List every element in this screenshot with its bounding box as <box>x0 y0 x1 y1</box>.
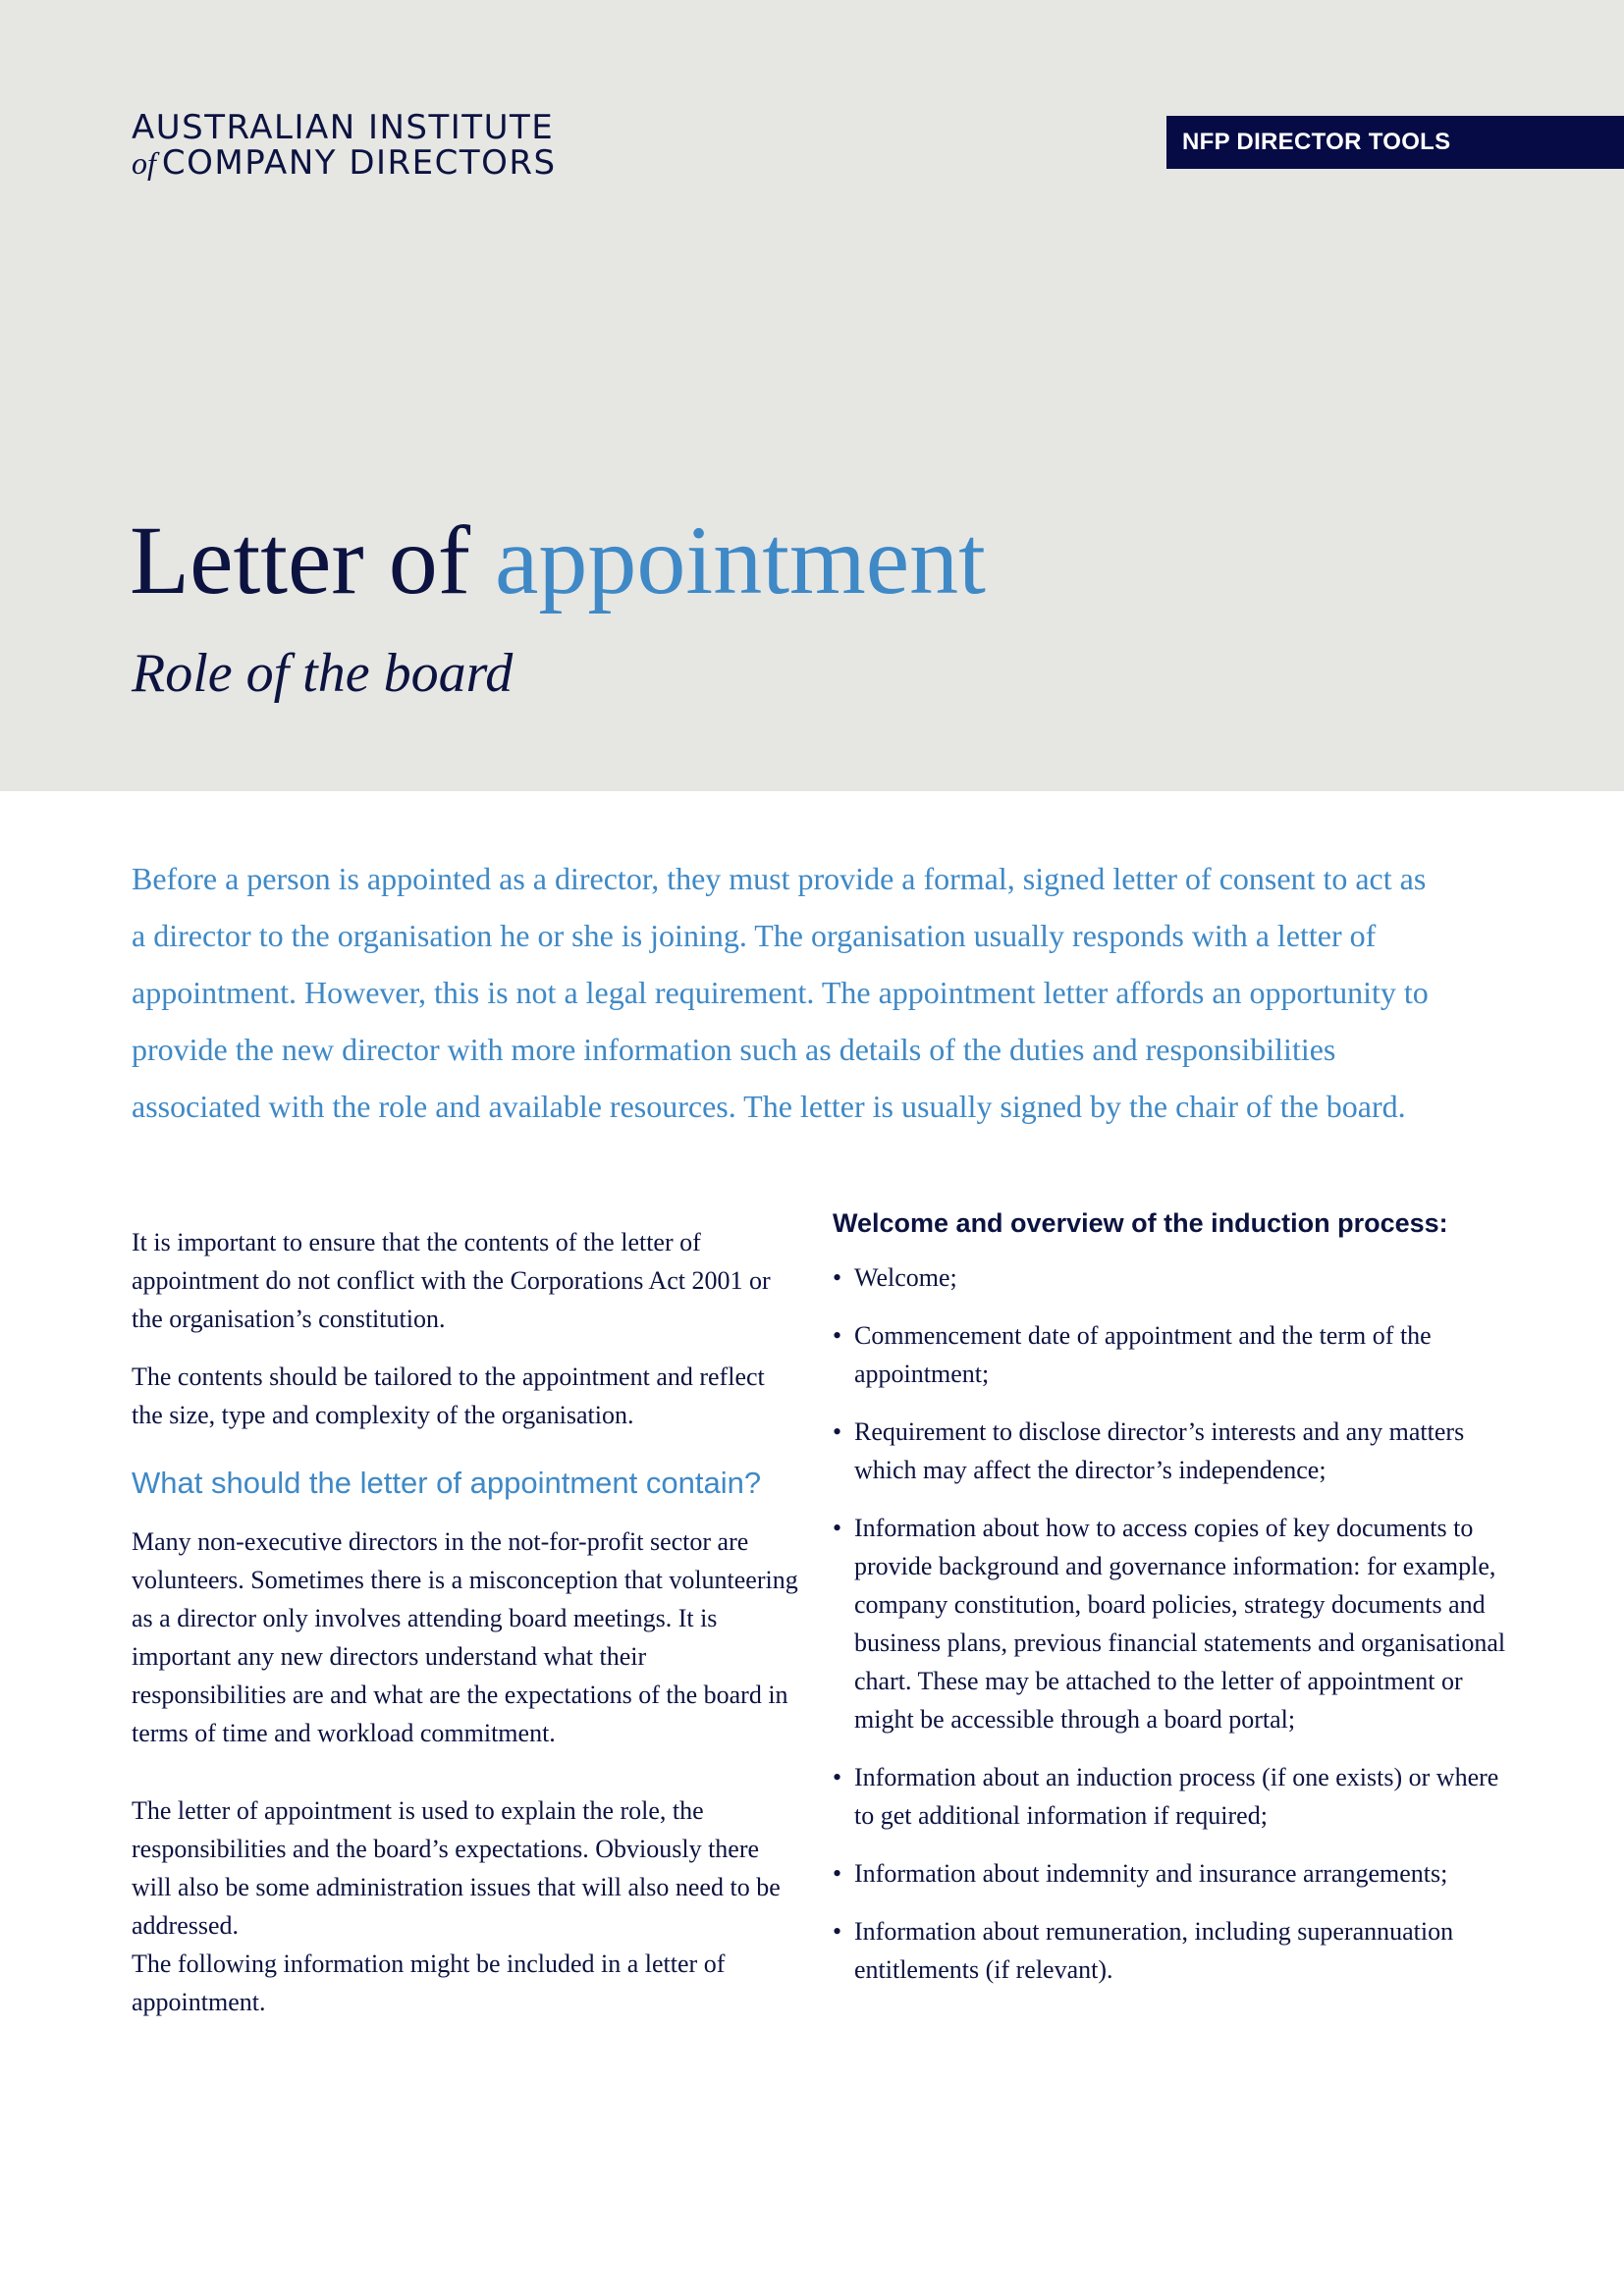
paragraph-following-info: The following information might be included in a letter of appointment. <box>132 1949 726 2016</box>
list-item-text: Commencement date of appointment and the term of the appointment; <box>854 1321 1432 1388</box>
paragraph-tailored: The contents should be tailored to the appointment and reflect the size, type and complexity of the organisation. <box>132 1362 765 1429</box>
left-column <box>132 1223 799 2021</box>
logo-of: of <box>132 145 156 181</box>
page-subtitle: Role of the board <box>132 643 514 704</box>
list-item-text: Requirement to disclose director’s interests and any matters which may affect the director’s independence; <box>854 1417 1465 1484</box>
right-column <box>833 1203 1520 2008</box>
logo-line-2 <box>132 145 557 181</box>
paragraph-volunteers: Many non-executive directors in the not-for-profit sector are volunteers. Sometimes there is a misconception that volunteering as a director only involves attending board meetings. It is important any new directors understand what their responsibilities are and what are the expectations of the board in terms of time and workload commitment. <box>132 1527 798 1747</box>
bullet-icon: • <box>833 1417 842 1446</box>
page-title-main: Letter of <box>130 506 471 614</box>
list-item-text: Information about indemnity and insurance arrangements; <box>854 1859 1448 1888</box>
bullet-icon: • <box>833 1917 842 1946</box>
list-item <box>833 1258 1520 1297</box>
list-item <box>833 1758 1520 1835</box>
list-item <box>833 1854 1520 1893</box>
list-item <box>833 1912 1520 1989</box>
section-heading: What should the letter of appointment contain? <box>132 1466 762 1500</box>
paragraph-letter-purpose: The letter of appointment is used to explain the role, the responsibilities and the board’s expectations. Obviously there will also be some administration issues that will also need to be addressed. <box>132 1796 781 1940</box>
induction-heading: Welcome and overview of the induction process: <box>833 1208 1448 1238</box>
bullet-icon: • <box>833 1859 842 1888</box>
bullet-icon: • <box>833 1263 842 1292</box>
page-title-accent: appointment <box>495 506 986 614</box>
logo-line-1: AUSTRALIAN INSTITUTE <box>132 108 555 147</box>
paragraph-corporations-act: It is important to ensure that the contents of the letter of appointment do not conflict with the Corporations Act 2001 or the organisation’s constitution. <box>132 1228 771 1333</box>
list-item-text: Information about remuneration, including superannuation entitlements (if relevant). <box>854 1917 1454 1984</box>
intro-paragraph: Before a person is appointed as a director, they must provide a formal, signed letter of consent to act as a director to the organisation he or she is joining. The organisation usually responds with a letter of appointment. However, this is not a legal requirement. The appointment letter affords an opportunity to provide the new director with more information such as details of the duties and responsibilities associated with the role and available resources. The letter is usually signed by the chair of the board. <box>132 861 1429 1124</box>
aicd-logo <box>132 110 557 181</box>
list-item-text: Information about how to access copies of key documents to provide background and governance information: for example, company constitution, board policies, strategy documents and business plans, previous financial statements and organisational chart. These may be attached to the letter of appointment or might be accessible through a board portal; <box>854 1514 1506 1734</box>
list-item-text: Information about an induction process (if one exists) or where to get additional information if required; <box>854 1763 1499 1830</box>
logo-line-2-text: COMPANY DIRECTORS <box>161 143 557 183</box>
bullet-icon: • <box>833 1514 842 1542</box>
bullet-icon: • <box>833 1321 842 1350</box>
list-item <box>833 1413 1520 1489</box>
list-item-text: Welcome; <box>854 1263 957 1292</box>
induction-list <box>833 1258 1520 1989</box>
list-item <box>833 1509 1520 1738</box>
bullet-icon: • <box>833 1763 842 1791</box>
section-tag: NFP DIRECTOR TOOLS <box>1166 116 1624 169</box>
page-title <box>130 507 986 614</box>
list-item <box>833 1316 1520 1393</box>
